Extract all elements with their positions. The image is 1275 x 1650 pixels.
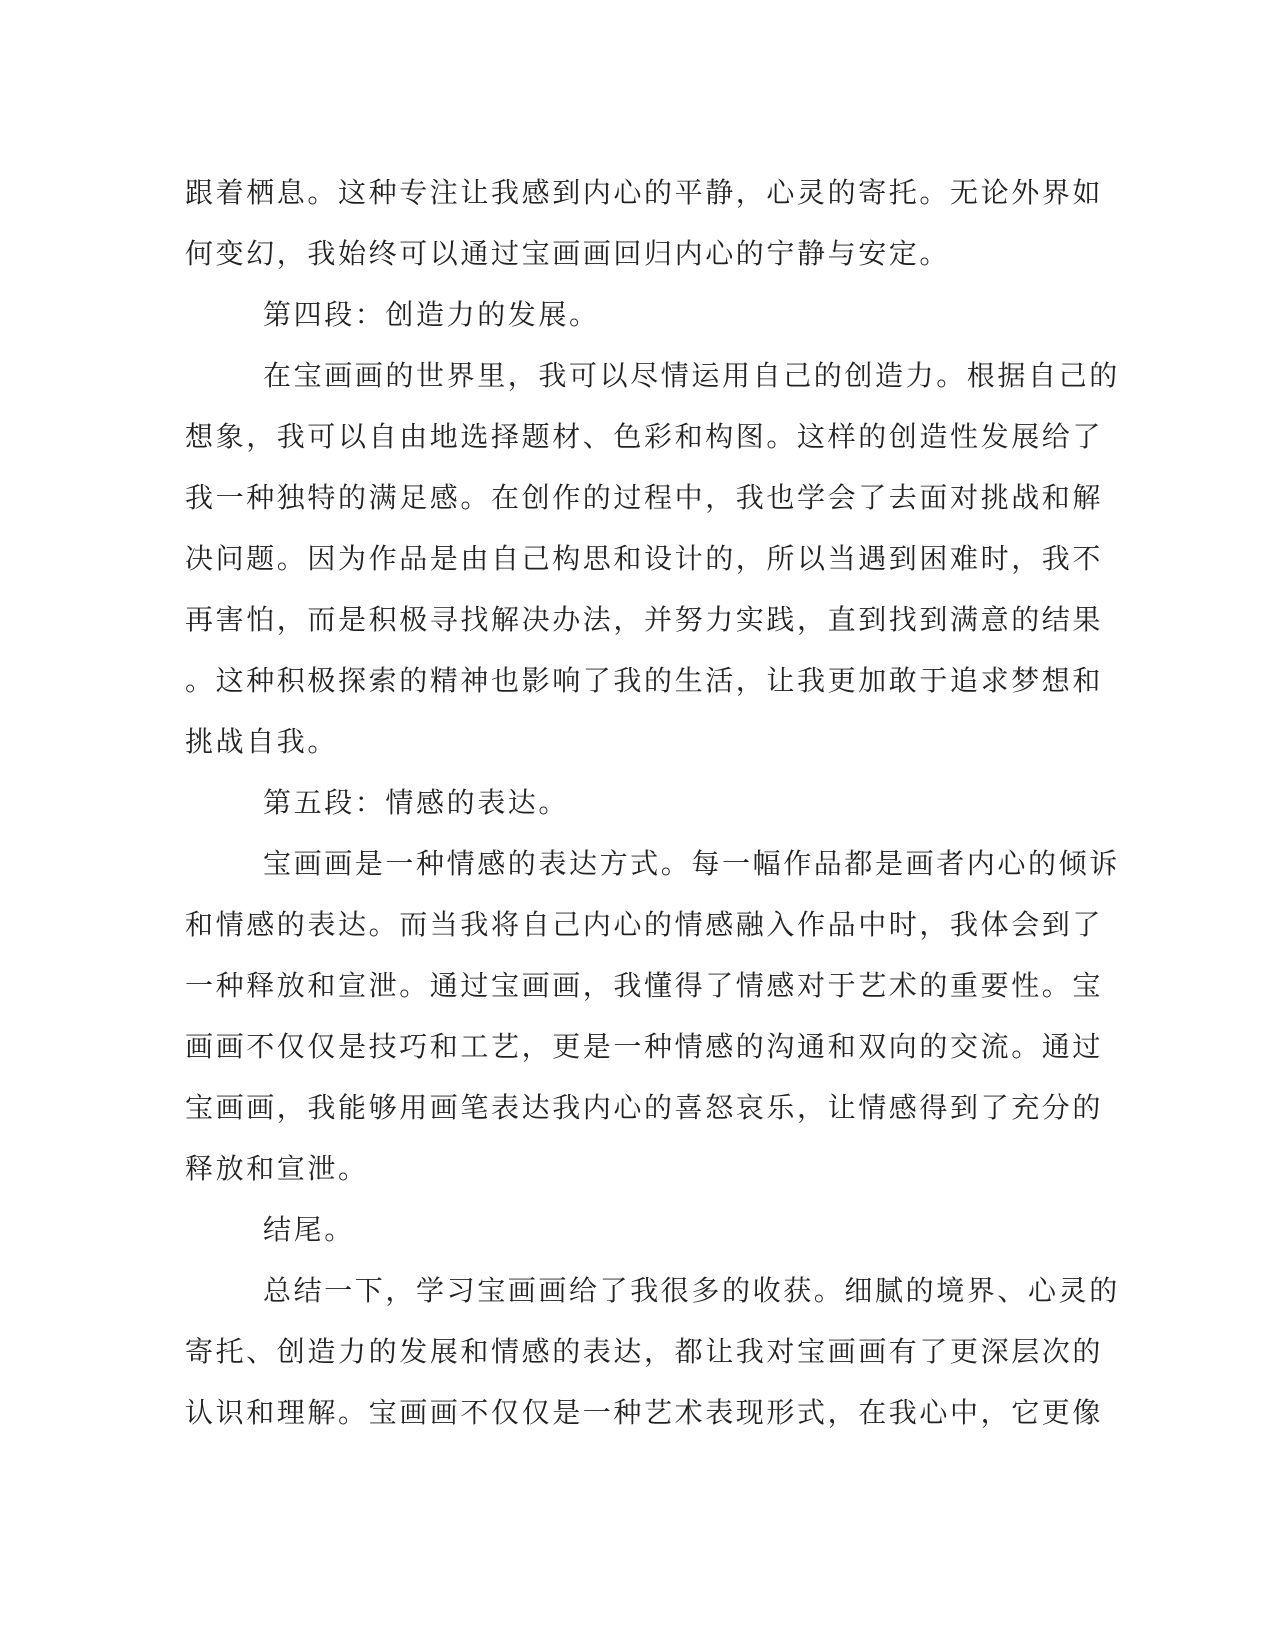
- paragraph-creativity: [185, 345, 1120, 772]
- text-line: 再害怕，而是积极寻找解决办法，并努力实践，直到找到满意的结果: [185, 603, 1104, 636]
- text-line: 在宝画画的世界里，我可以尽情运用自己的创造力。根据自己的: [263, 359, 1120, 392]
- text-line: 宝画画，我能够用画笔表达我内心的喜怒哀乐，让情感得到了充分的: [185, 1091, 1104, 1124]
- paragraph-continuation: [185, 162, 1104, 284]
- section-heading-4: [185, 284, 1055, 345]
- text-line: 。这种积极探索的精神也影响了我的生活，让我更加敢于追求梦想和: [185, 664, 1104, 697]
- heading-line: 结尾。: [263, 1213, 355, 1246]
- section-heading-5: [185, 772, 1055, 833]
- text-line: 总结一下，学习宝画画给了我很多的收获。细腻的境界、心灵的: [263, 1274, 1120, 1307]
- text-line: 释放和宣泄。: [185, 1152, 369, 1185]
- text-line: 何变幻，我始终可以通过宝画画回归内心的宁静与安定。: [185, 237, 951, 270]
- document-body: [185, 162, 1120, 1443]
- text-line: 寄托、创造力的发展和情感的表达，都让我对宝画画有了更深层次的: [185, 1335, 1104, 1368]
- section-heading-ending: [185, 1199, 1055, 1260]
- text-line: 一种释放和宣泄。通过宝画画，我懂得了情感对于艺术的重要性。宝: [185, 969, 1104, 1002]
- text-line: 认识和理解。宝画画不仅仅是一种艺术表现形式，在我心中，它更像: [185, 1396, 1104, 1429]
- text-line: 画画不仅仅是技巧和工艺，更是一种情感的沟通和双向的交流。通过: [185, 1030, 1104, 1063]
- paragraph-conclusion: [185, 1260, 1120, 1443]
- text-line: 想象，我可以自由地选择题材、色彩和构图。这样的创造性发展给了: [185, 420, 1104, 453]
- paragraph-emotion: [185, 833, 1120, 1199]
- text-line: 挑战自我。: [185, 725, 339, 758]
- text-line: 跟着栖息。这种专注让我感到内心的平静，心灵的寄托。无论外界如: [185, 176, 1104, 209]
- heading-line: 第四段：创造力的发展。: [263, 298, 600, 331]
- text-line: 宝画画是一种情感的表达方式。每一幅作品都是画者内心的倾诉: [263, 847, 1120, 880]
- heading-line: 第五段：情感的表达。: [263, 786, 570, 819]
- text-line: 和情感的表达。而当我将自己内心的情感融入作品中时，我体会到了: [185, 908, 1104, 941]
- text-line: 决问题。因为作品是由自己构思和设计的，所以当遇到困难时，我不: [185, 542, 1104, 575]
- text-line: 我一种独特的满足感。在创作的过程中，我也学会了去面对挑战和解: [185, 481, 1104, 514]
